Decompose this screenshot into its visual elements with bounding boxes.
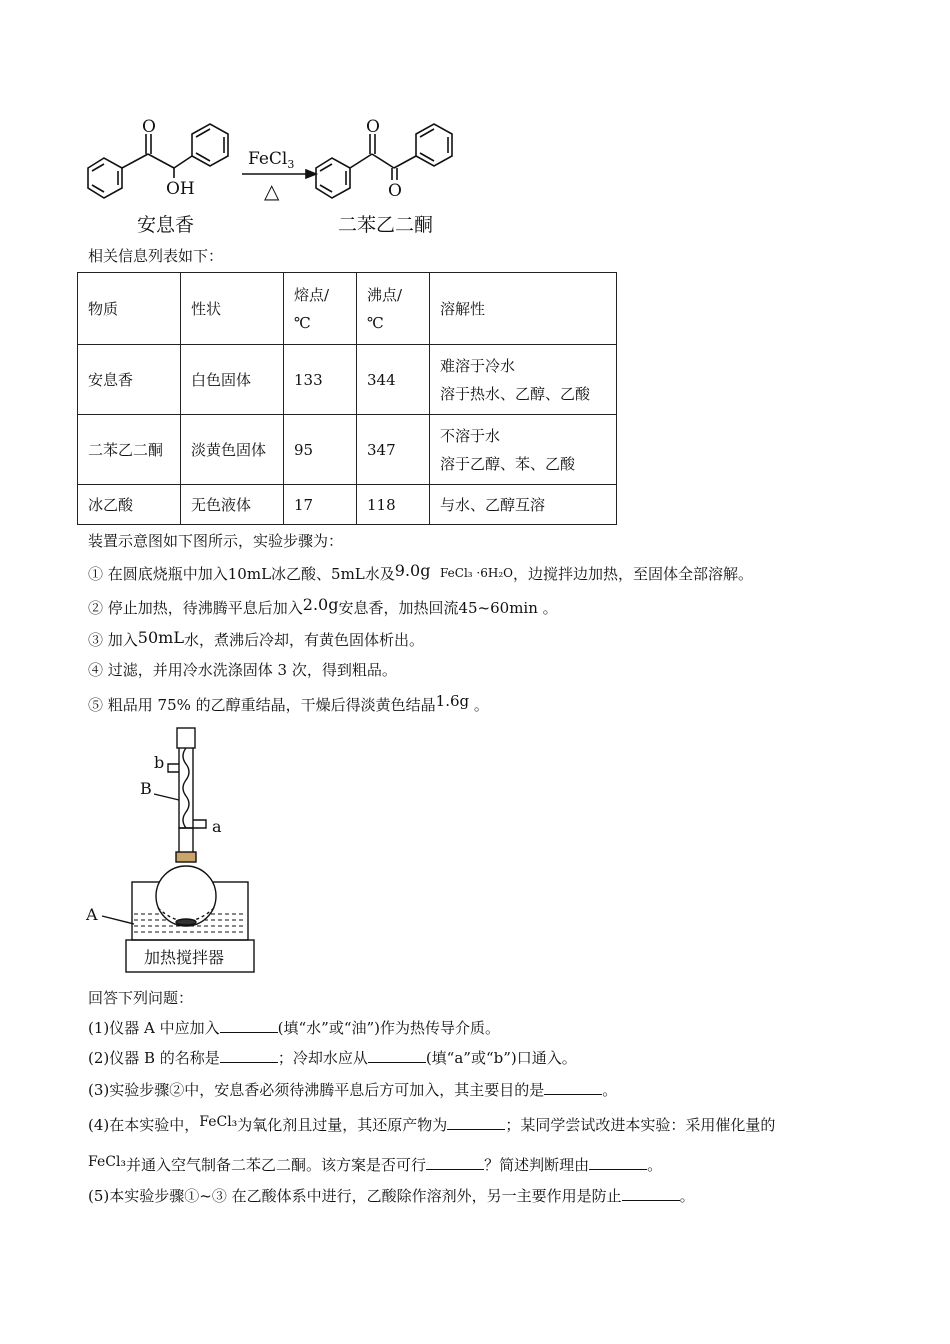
benzil-phenyl-ring-1 — [316, 158, 350, 198]
step-5-text-b: 。 — [469, 696, 489, 714]
round-bottom-flask — [156, 866, 216, 926]
step-1-formula: FeCl₃ ·6H₂O — [440, 566, 513, 580]
step-1 — [88, 561, 753, 584]
label-a: a — [212, 817, 222, 836]
benzil-phenyl-ring-2 — [416, 124, 452, 166]
q4-text-c: ；某同学尝试改进本实验：采用催化量的 — [505, 1116, 776, 1134]
stir-bar — [176, 919, 196, 925]
header-substance: 物质 — [78, 273, 181, 345]
cell-mp: 95 — [284, 415, 357, 485]
table-row — [78, 485, 617, 525]
benzoin-hydroxyl: OH — [166, 179, 195, 199]
cell-state: 无色液体 — [181, 485, 284, 525]
solubility-line-2: 溶于热水、乙醇、乙酸 — [440, 384, 591, 403]
step-5-mass: 1.6g — [435, 692, 470, 710]
q5-text-b: 。 — [679, 1187, 695, 1205]
step-3-text-a: ③ 加入 — [88, 631, 138, 649]
q1-text-a: (1)仪器 A 中应加入 — [88, 1019, 220, 1037]
condenser-coil — [183, 748, 189, 828]
steps-intro: 装置示意图如下图所示，实验步骤为： — [88, 532, 344, 550]
solubility-line-1: 不溶于水 — [440, 426, 501, 445]
solubility-line-1: 难溶于冷水 — [440, 356, 516, 375]
cell-mp: 133 — [284, 345, 357, 415]
cell-state: 淡黄色固体 — [181, 415, 284, 485]
question-2 — [88, 1048, 577, 1068]
step-1-text-a: ① 在圆底烧瓶中加入10mL冰乙酸、5mL水及 — [88, 565, 395, 583]
q3-answer-blank[interactable] — [544, 1080, 602, 1095]
step-1-mass: 9.0g — [394, 561, 431, 580]
header-bp-text: 沸点/℃ — [367, 285, 403, 332]
solubility-line-2: 溶于乙醇、苯、乙酸 — [440, 454, 576, 473]
q4-text-f: 。 — [647, 1156, 663, 1174]
question-4-line-2 — [88, 1152, 662, 1175]
q4-answer-blank-2[interactable] — [426, 1155, 484, 1170]
cell-name: 安息香 — [78, 345, 181, 415]
condenser-jacket — [179, 748, 193, 828]
q5-answer-blank[interactable] — [622, 1186, 680, 1201]
step-1-text-b: ，边搅拌边加热，至固体全部溶解。 — [513, 565, 754, 583]
step-5 — [88, 691, 489, 715]
q2-text-a: (2)仪器 B 的名称是 — [88, 1049, 220, 1067]
reaction-scheme — [70, 110, 490, 210]
step-2-mass: 2.0g — [302, 595, 339, 614]
step-3 — [88, 628, 424, 650]
q4-formula: FeCl₃ — [199, 1114, 238, 1130]
outlet-a — [193, 820, 206, 828]
header-mp-text: 熔点/℃ — [294, 285, 330, 332]
apparatus-diagram — [80, 720, 280, 976]
q4-text-e: ？简述判断理由 — [484, 1156, 590, 1174]
cell-bp: 347 — [357, 415, 430, 485]
q4-answer-blank-1[interactable] — [447, 1115, 505, 1130]
q2-answer-blank-1[interactable] — [220, 1048, 278, 1063]
step-3-volume: 50mL — [137, 628, 184, 647]
q3-text-b: 。 — [602, 1081, 618, 1099]
stopper — [176, 852, 196, 862]
q4-text-d: 并通入空气制备二苯乙二酮。该方案是否可行 — [126, 1156, 427, 1174]
table-header-row — [78, 273, 617, 345]
table-intro: 相关信息列表如下： — [88, 247, 224, 265]
step-2 — [88, 595, 558, 618]
cell-solubility — [430, 345, 617, 415]
q4-text-b: 为氧化剂且过量，其还原产物为 — [237, 1116, 448, 1134]
table-row — [78, 345, 617, 415]
q2-text-b: ；冷却水应从 — [277, 1049, 368, 1067]
reagent-label: FeCl$_3$ — [248, 149, 295, 171]
condition-label: △ — [264, 179, 280, 203]
question-3 — [88, 1080, 617, 1100]
benzoin-phenyl-ring-2 — [192, 124, 228, 166]
question-5 — [88, 1186, 695, 1206]
header-solubility: 溶解性 — [430, 273, 617, 345]
q1-answer-blank[interactable] — [220, 1018, 278, 1033]
cell-solubility — [430, 415, 617, 485]
reactant-name: 安息香 — [137, 214, 195, 236]
label-b: b — [154, 753, 165, 772]
cell-name — [78, 415, 181, 485]
cell-state: 白色固体 — [181, 345, 284, 415]
step-2-text-a: ② 停止加热，待沸腾平息后加入 — [88, 599, 303, 617]
stirrer-label: 加热搅拌器 — [144, 948, 225, 967]
q3-text-a: (3)实验步骤②中，安息香必须待沸腾平息后方可加入，其主要目的是 — [88, 1081, 545, 1099]
cell-name-text: 二苯乙二酮 — [88, 440, 164, 459]
header-state: 性状 — [181, 273, 284, 345]
step-2-text-b: 安息香，加热回流45~60min 。 — [338, 599, 558, 617]
q4-text-a: (4)在本实验中， — [88, 1116, 200, 1134]
cell-mp: 17 — [284, 485, 357, 525]
benzil-carbonyl-o-2: O — [388, 181, 402, 201]
step-3-text-b: 水，煮沸后冷却，有黄色固体析出。 — [183, 631, 424, 649]
question-1 — [88, 1018, 500, 1038]
product-name: 二苯乙二酮 — [338, 214, 434, 236]
label-A: A — [86, 905, 98, 924]
cell-name: 冰乙酸 — [78, 485, 181, 525]
q1-text-b: (填“水”或“油”)作为热传导介质。 — [277, 1019, 501, 1037]
info-table — [77, 272, 617, 525]
header-mp — [284, 273, 357, 345]
q2-text-c: (填“a”或“b”)口通入。 — [425, 1049, 577, 1067]
q4-answer-blank-3[interactable] — [589, 1155, 647, 1170]
benzil-carbonyl-o-1: O — [366, 117, 380, 137]
outlet-b — [168, 764, 179, 772]
label-B: B — [140, 779, 152, 798]
cell-solubility: 与水、乙醇互溶 — [430, 485, 617, 525]
benzoin-carbonyl-o: O — [142, 117, 156, 137]
q2-answer-blank-2[interactable] — [368, 1048, 426, 1063]
header-bp — [357, 273, 430, 345]
table-row — [78, 415, 617, 485]
cell-bp: 118 — [357, 485, 430, 525]
benzoin-phenyl-ring-1 — [88, 158, 122, 198]
question-4-line-1 — [88, 1112, 775, 1135]
q5-text-a: (5)本实验步骤①~③ 在乙酸体系中进行，乙酸除作溶剂外，另一主要作用是防止 — [88, 1187, 622, 1205]
step-4: ④ 过滤，并用冷水洗涤固体 3 次，得到粗品。 — [88, 661, 397, 679]
step-5-text-a: ⑤ 粗品用 75% 的乙醇重结晶，干燥后得淡黄色结晶 — [88, 696, 436, 714]
questions-intro: 回答下列问题： — [88, 989, 194, 1007]
cell-bp: 344 — [357, 345, 430, 415]
q4-formula-2: FeCl₃ — [88, 1154, 127, 1170]
